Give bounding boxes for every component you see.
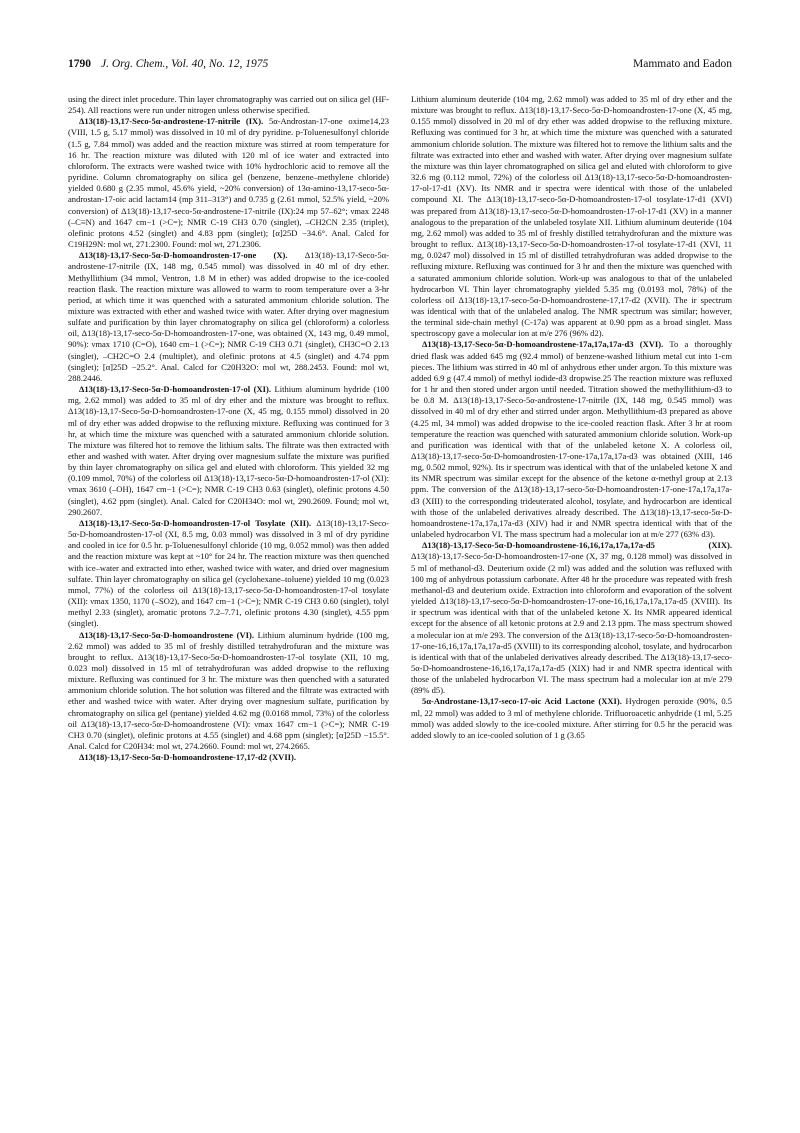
paragraph-text: Δ13(18)-13,17-Seco-5α-D-homoandrosten-17-one (X, 37 mg, 0.128 mmol) was dissolved in 5 ml of methanol-d3. Deuterium oxide (2 ml) was added and the solution was refluxed with 100 mg of anhydrous potassium carbonate. After 48 hr the procedure was repeated with fresh methanol-d3 and deuterium oxide. Extraction into chloroform and evaporation of the solvent yielded Δ13(18)-13,17-seco-5α-D-homoandrosten-17-one-16,16,17a,17a,17a-d5 (XVIII). Its ir spectrum was identical with that of the unlabeled ketone X. Its NMR appeared identical except for the absence of all ketonic protons at 2.9 and 2.13 ppm. The mass spectrum showed a molecular ion at m/e 293. The conversion of the Δ13(18)-13,17-seco-5α-D-homoandrosten-17-one-16,16,17a,17a,17a-d5 (XVIII) to its corresponding alcohol, tosylate, and hydrocarbon is identical with that of the unlabeled derivatives already described. The Δ13(18)-13,17-seco-5α-D-homoandrostene-16,16,17a,17a,17a-d5 (XIX) had ir and NMR spectra identical with those of the unlabeled hydrocarbon VI. The mass spectrum had a molecular ion at m/e 279 (89% d5). xyxy=(411,551,732,696)
left-column-paragraph xyxy=(68,384,389,518)
paragraph-text: Lithium aluminum hydride (100 mg, 2.62 mmol) was added to 35 ml of freshly distilled tetrahydrofuran and the mixture was brought to reflux. Δ13(18)-13,17-Seco-5α-D-homoandrosten-17-ol tosylate (XII, 10 mg, 0.023 mol) dissolved in 15 ml of tetrahydrofuran was added dropwise to the refluxing mixture. Refluxing was continued for 3 hr. The mixture was then quenched with a saturated ammonium chloride solution. The hot solution was filtered and the filtrate was extracted with ether and washed twice with water. After drying over magnesium sulfate, purification by chromatography on silica gel (pentane) yielded 4.62 mg (0.0168 mmol, 73%) of the colorless oil Δ13(18)-13,17-seco-5α-D-homoandrostene (VI): νmax 1647 cm−1 (>C=); NMR C-19 CH3 0.70 (singlet), olefinic protons at 4.55 (singlet) and 4.68 ppm (singlet); [α]25D −15.5°. Anal. Calcd for C20H34: mol wt, 274.2660. Found: mol wt, 274.2665. xyxy=(68,629,389,752)
section-heading: Δ13(18)-13,17-Seco-5α-D-homoandrostene-17,17-d2 (XVII). xyxy=(79,752,296,763)
section-heading: Δ13(18)-13,17-Seco-5α-D-homoandrostene-16,16,17a,17a,17a-d5 (XIX). xyxy=(422,540,732,551)
left-column-paragraph xyxy=(68,752,389,763)
running-head-authors: Mammato and Eadon xyxy=(632,58,732,70)
paragraph-text: Lithium aluminum deuteride (104 mg, 2.62 mmol) was added to 35 ml of dry ether and the mixture was brought to reflux. Δ13(18)-13,17-Seco-5α-D-homoandrosten-17-one (X, 45 mg, 0.155 mmol) dissolved in 20 ml of dry ether was added dropwise to the refluxing mixture. Refluxing was continued for 3 hr, at which time the mixture was quenched with a saturated ammonium chloride solution. The mixture was filtered hot to remove the lithium salts and the filtrate was extracted into ether and washed with water. After drying over magnesium sulfate the mixture was thin layer chromatographed on silica gel and eluted with chloroform to give 32.6 mg (0.112 mmol, 72%) of the colorless oil Δ13(18)-13,17-seco-5α-D-homoandrosten-17-ol-17-d1 (XV). Its NMR and ir spectra were identical with those of the unlabeled compound XI. The Δ13(18)-13,17-seco-5α-D-homoandrosten-17-ol tosylate-17-d1 (XVI) was prepared from Δ13(18)-13,17-seco-5α-D-homoandrosten-17-ol-17-d1 (XV) in a manner analogous to the preparation of the unlabeled tosylate XII. Lithium aluminum deuteride (104 mg, 2.62 mmol) was added to 35 ml of freshly distilled tetrahydrofuran and the mixture was brought to reflux. Δ13(18)-13,17-Seco-5α-D-homoandrosten-17-ol tosylate-17-d1 (XVI, 11 mg, 0.0247 mol) dissolved in 15 ml of distilled tetrahydrofuran was added dropwise to the refluxing mixture. Refluxing was continued for 3 hr and then the mixture was quenched with a saturated ammonium chloride solution. Work-up was analogous to that of the unlabeled hydrocarbon VI. Thin layer chromatography yielded 5.35 mg (0.0193 mol, 78%) of the colorless oil Δ13(18)-13,17-seco-5α-D-homoandrostene-17,17-d2 (XVII). The ir spectrum was identical with that of the unlabeled analog. The NMR spectrum was similar; however, the terminal side-chain methyl (C-17a) was apparent at 0.90 ppm as a broad singlet. Mass spectroscopy gave a molecular ion at m/e 276 (96% d2). xyxy=(411,94,732,339)
section-heading: 5α-Androstane-13,17-seco-17-oic Acid Lactone (XXI). xyxy=(422,696,622,707)
paragraph-text: Hydrogen peroxide (90%, 0.5 ml, 22 mmol) was added to 3 ml of methylene chloride. Trifluoroacetic anhydride (1 ml, 5.25 mmol) was added slowly to the ice-cooled mixture. After stirring for 0.5 hr the peracid was added slowly to an ice-cooled solution of 1 g (3.65 xyxy=(411,696,732,740)
left-column-paragraph xyxy=(68,630,389,753)
page-number: 1790 xyxy=(68,58,91,70)
right-column xyxy=(411,94,732,763)
left-column-paragraph xyxy=(68,250,389,384)
paragraph-text: 5α-Androstan-17-one oxime14,23 (VIII, 1.5 g, 5.17 mmol) was dissolved in 10 ml of dry pyridine. p-Toluenesulfonyl chloride (1.5 g, 7.84 mmol) was added and the reaction mixture was stirred at room temperature for 16 hr. The reaction mixture was diluted with 120 ml of ice water and extracted into chloroform. The extracts were washed twice with 10% hydrochloric acid to remove all the pyridine. Column chromatography on silica gel (benzene, benzene–methylene chloride) yielded 0.680 g (2.35 mmol, 45.6% yield, ~20% conversion) of 13α-amino-13,17-seco-5α-androstan-17-oic acid lactam14 (mp 311–313°) and 0.735 g (2.61 mmol, 52.5% yield, ~20% conversion) of Δ13(18)-13,17-seco-5α-androstene-17-nitrile (IX):24 mp 57–62°; νmax 2248 (–C≡N) and 1647 cm−1 (>C=); NMR C-19 CH3 0.70 (singlet), –CH2CN 2.35 (triplet), olefinic protons 4.52 (singlet) and 4.83 ppm (singlet); [α]25D −34.6°. Anal. Calcd for C19H29N: mol wt, 271.2300. Found: mol wt, 271.2306. xyxy=(68,116,390,250)
paragraph-text: Δ13(18)-13,17-Seco-5α-androstene-17-nitrile (IX, 148 mg, 0.545 mmol) was dissolved in 40 ml of dry ether. Methyllithium (34 mmol, Ventron, 1.8 M in ether) was added dropwise to the ice-cooled reaction flask. The reaction mixture was allowed to warm to room temperature over a 3-hr period, at which time it was quenched with a saturated ammonium chloride solution. The mixture was extracted with ether and washed twice with water. After drying over magnesium sulfate and purification by thin layer chromatography on silica gel (chloroform) a colorless oil, Δ13(18)-13,17-seco-5α-D-homoandrosten-17-one, was obtained (X, 143 mg, 0.49 mmol, 90%): νmax 1710 (C=O), 1640 cm−1 (>C=); NMR C-19 CH3 0.71 (singlet), CH3C=O 2.13 (singlet), –CH2C=O 2.4 (multiplet), and olefinic protons at 4.5 (singlet) and 4.74 ppm (singlet); [α]25D −25.2°. Anal. Calcd for C20H32O: mol wt, 288.2453. Found: mol wt, 288.2446. xyxy=(68,250,389,383)
right-column-paragraph xyxy=(411,696,732,741)
paragraph-text: To a thoroughly dried flask was added 645 mg (92.4 mmol) of benzene-washed lithium metal cut into 1-cm pieces. The lithium was stirred in 40 ml of anhydrous ether under argon. To this mixture was added 6.9 g (47.4 mmol) of methyl iodide-d3 dropwise.25 The reaction mixture was refluxed for 1 hr and then stored under argon until needed. Titration showed the methyllithium-d3 to be 0.8 M. Δ13(18)-13,17-Seco-5α-androstene-17-nitrile (IX, 148 mg, 0.545 mmol) was dissolved in 40 ml of dry ether and stirred under argon. Methyllithium-d3 prepared as above (4.25 ml, 34 mmol) was added dropwise to the ice-cooled reaction flask. After 3 hr at room temperature the reaction was quenched with saturated ammonium chloride solution. Work-up and purification was identical with that of the unlabeled ketone X. A colorless oil, Δ13(18)-13,17-seco-5α-D-homoandrosten-17-one-17a,17a,17a-d3 was obtained (XIII, 146 mg, 0.502 mmol, 92%). Its ir spectrum was identical with that of the unlabeled ketone X and its NMR spectrum was similar except for the absence of the ketone α-methyl group at 2.13 ppm. The conversion of the Δ13(18)-13,17-seco-5α-D-homoandrosten-17-one-17a,17a,17a-d3 (XIII) to the corresponding trideuterated alcohol, tosylate, and hydrocarbon are identical with those of the unlabeled derivatives already described. The Δ13(18)-13,17-seco-5α-D-homoandrostene-17a,17a,17a-d3 (XIV) had ir and NMR spectra identical with that of the unlabeled hydrocarbon VI. The mass spectrum had a molecular ion at m/e 277 (63% d3). xyxy=(411,339,732,540)
running-head xyxy=(68,58,732,80)
right-column-paragraph xyxy=(411,540,732,696)
section-heading: Δ13(18)-13,17-Seco-5α-D-homoandrosten-17-ol (XI). xyxy=(79,384,271,395)
left-column-paragraph xyxy=(68,94,389,116)
paragraph-text: Lithium aluminum hydride (100 mg, 2.62 mmol) was added to 35 ml of dry ether and the mixture was brought to reflux. Δ13(18)-13,17-Seco-5α-D-homoandrosten-17-one (X, 45 mg, 0.155 mmol) dissolved in 20 ml of dry ether was added dropwise to the refluxing mixture. Refluxing was continued for 3 hr, at which time the mixture was quenched with a saturated ammonium chloride solution. The mixture was filtered hot to remove the lithium salts. The filtrate was then extracted with ether and washed with water. After drying over magnesium sulfate the mixture was purified by thin layer chromatography on silica gel and eluted with chloroform. This yielded 32 mg (0.109 mmol, 70%) of the colorless oil Δ13(18)-13,17-seco-5α-D-homoandrosten-17-ol (XI): νmax 3610 (–OH), 1647 cm−1 (>C=); NMR C-19 CH3 0.63 (singlet), olefinic protons 4.50 (singlet), 4.62 ppm (singlet). Anal. Calcd for C20H34O: mol wt, 290.2609. Found; mol wt, 290.2607. xyxy=(68,384,390,517)
section-heading: Δ13(18)-13,17-Seco-5α-D-homoandrostene-17a,17a,17a-d3 (XVI). xyxy=(422,339,664,350)
left-column xyxy=(68,94,389,763)
right-column-paragraph xyxy=(411,339,732,540)
left-column-paragraph xyxy=(68,518,389,630)
section-heading: Δ13(18)-13,17-Seco-5α-androstene-17-nitrile (IX). xyxy=(79,116,264,127)
section-heading: Δ13(18)-13,17-Seco-5α-D-homoandrosten-17-ol Tosylate (XII). xyxy=(79,517,312,528)
paragraph-text: using the direct inlet procedure. Thin layer chromatography was carried out on silica gel (HF-254). All reactions were run under nitrogen unless otherwise specified. xyxy=(68,94,389,116)
two-column-body xyxy=(68,94,732,763)
section-heading: Δ13(18)-13,17-Seco-5α-D-homoandrostene (VI). xyxy=(79,629,254,640)
journal-citation: J. Org. Chem., Vol. 40, No. 12, 1975 xyxy=(101,58,269,70)
left-column-paragraph xyxy=(68,116,389,250)
journal-page xyxy=(68,58,732,763)
right-column-paragraph xyxy=(411,94,732,339)
section-heading: Δ13(18)-13,17-Seco-5α-D-homoandrosten-17-one (X). xyxy=(79,250,288,261)
running-head-left xyxy=(68,58,268,70)
paragraph-text: Δ13(18)-13,17-Seco-5α-D-homoandrosten-17-ol (XI, 8.5 mg, 0.03 mmol) was dissolved in 3 ml of dry pyridine and cooled in ice for 0.5 hr. p-Toluenesulfonyl chloride (10 mg, 0.052 mmol) was then added and the reaction mixture was kept at ~10° for 24 hr. The reaction mixture was then quenched with ice–water and extracted into ether, washed twice with water, and dried over magnesium sulfate. Thin layer chromatography on silica gel (cyclohexane–toluene) yielded 10 mg (0.023 mmol, 77%) of the colorless oil Δ13(18)-13,17-seco-5α-D-homoandrosten-17-ol tosylate (XII): νmax 1350, 1170 (–SO2), and 1647 cm−1 (>C=); NMR C-19 CH3 0.60 (singlet), tolyl methyl 2.33 (singlet), aromatic protons 7.2–7.71, olefinic protons 4.30 (singlet), 4.55 ppm (singlet). xyxy=(68,517,389,629)
